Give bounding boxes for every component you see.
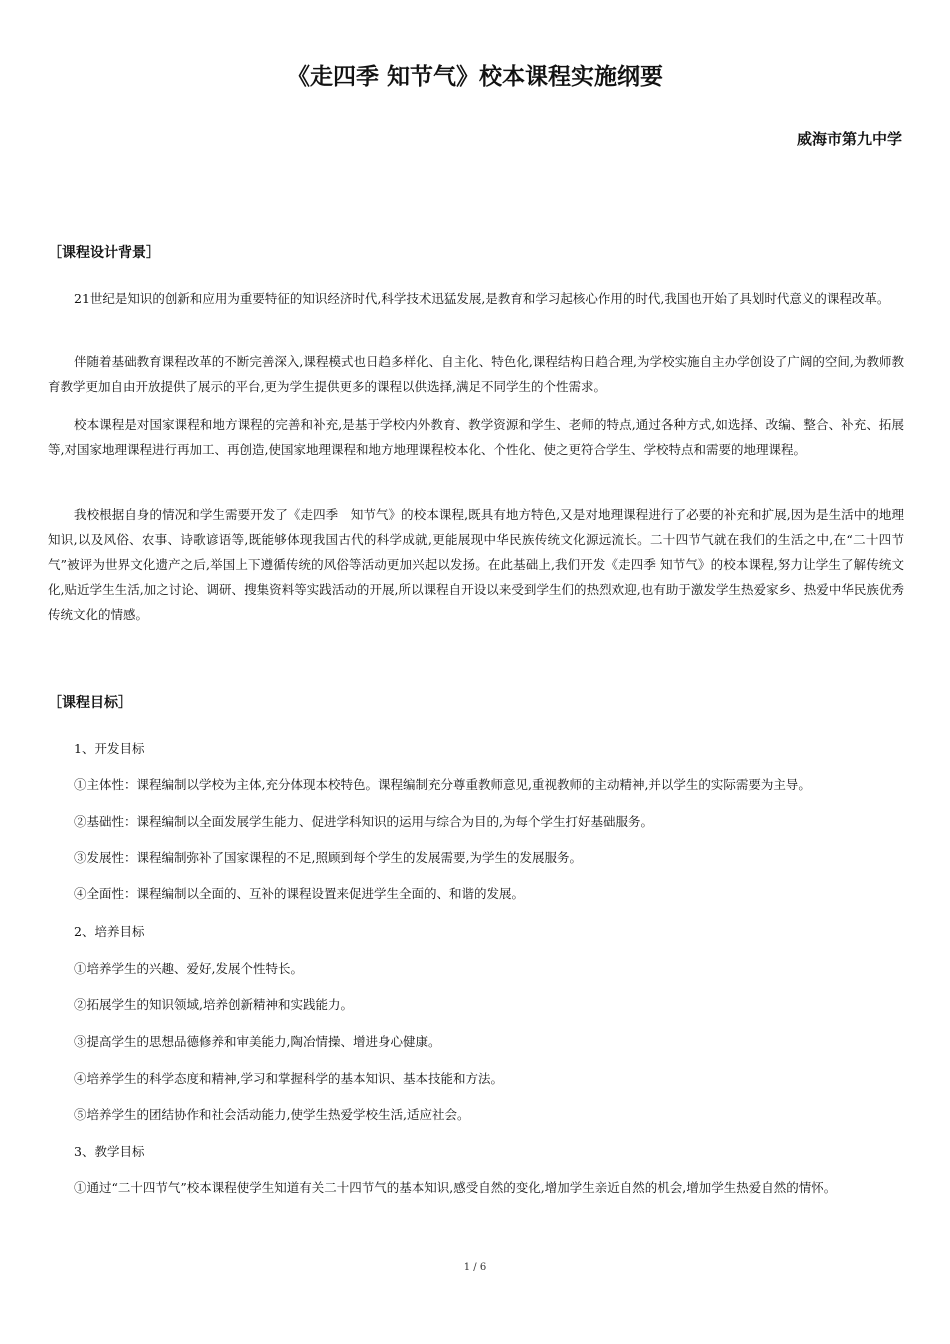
background-paragraph: 伴随着基础教育课程改革的不断完善深入,课程模式也日趋多样化、自主化、特色化,课程结构日趋合理,为学校实施自主办学创设了广阔的空间,为教师教育教学更加自由开放提供了展示的平台,更为学生提供更多的课程以供选择,满足不同学生的个性需求。 (48, 354, 904, 394)
background-paragraph: 我校根据自身的情况和学生需要开发了《走四季 知节气》的校本课程,既具有地方特色,又是对地理课程进行了必要的补充和扩展,因为是生活中的地理知识,以及风俗、农事、诗歌谚语等,既能够体现我国古代的科学成就,更能展现中华民族传统文化源远流长。二十四节气就在我们的生活之中,在“二十四节气”被评为世界文化遗产之后,举国上下遵循传统的风俗等活动更加兴起以发扬。在此基础上,我们开发《走四季 知节气》的校本课程,努力让学生了解传统文化,贴近学生生活,加之讨论、调研、搜集资料等实践活动的开展,所以课程自开设以来受到学生们的热烈欢迎,也有助于激发学生热爱家乡、热爱中华民族优秀传统文化的情感。 (48, 507, 904, 622)
school-name: 威海市第九中学 (796, 130, 902, 148)
goal-item: ⑤培养学生的团结协作和社会活动能力,使学生热爱学校生活,适应社会。 (74, 1107, 470, 1122)
background-paragraph: 校本课程是对国家课程和地方课程的完善和补充,是基于学校内外教育、教学资源和学生、老师的特点,通过各种方式,如选择、改编、整合、补充、拓展等,对国家地理课程进行再加工、再创造,使国家地理课程和地方地理课程校本化、个性化、使之更符合学生、学校特点和需要的地理课程。 (48, 417, 904, 457)
document-title: 《走四季 知节气》校本课程实施纲要 (286, 64, 663, 90)
goal-item: ①通过“二十四节气”校本课程使学生知道有关二十四节气的基本知识,感受自然的变化,增加学生亲近自然的机会,增加学生热爱自然的情怀。 (74, 1180, 837, 1195)
goal-item: ③提高学生的思想品德修养和审美能力,陶冶情操、增进身心健康。 (74, 1034, 441, 1049)
goal-subheading-teaching: 3、教学目标 (74, 1144, 145, 1159)
background-paragraph: 21世纪是知识的创新和应用为重要特征的知识经济时代,科学技术迅猛发展,是教育和学习起核心作用的时代,我国也开始了具划时代意义的课程改革。 (74, 291, 890, 306)
page-number: 1 / 6 (463, 1262, 487, 1273)
goal-item: ③发展性：课程编制弥补了国家课程的不足,照顾到每个学生的发展需要,为学生的发展服务。 (74, 850, 582, 865)
goal-item: ①培养学生的兴趣、爱好,发展个性特长。 (74, 961, 303, 976)
goal-item: ④全面性：课程编制以全面的、互补的课程设置来促进学生全面的、和谐的发展。 (74, 886, 525, 901)
goal-subheading-development: 1、开发目标 (74, 741, 145, 756)
goal-item: ①主体性：课程编制以学校为主体,充分体现本校特色。课程编制充分尊重教师意见,重视教师的主动精神,并以学生的实际需要为主导。 (74, 777, 811, 792)
goal-item: ④培养学生的科学态度和精神,学习和掌握科学的基本知识、基本技能和方法。 (74, 1071, 503, 1086)
goal-item: ②拓展学生的知识领域,培养创新精神和实践能力。 (74, 997, 353, 1012)
goal-item: ②基础性：课程编制以全面发展学生能力、促进学科知识的运用与综合为目的,为每个学生打好基础服务。 (74, 814, 653, 829)
section-heading-goals: ［课程目标］ (48, 695, 132, 711)
section-heading-background: ［课程设计背景］ (48, 245, 160, 261)
goal-subheading-cultivation: 2、培养目标 (74, 924, 145, 939)
